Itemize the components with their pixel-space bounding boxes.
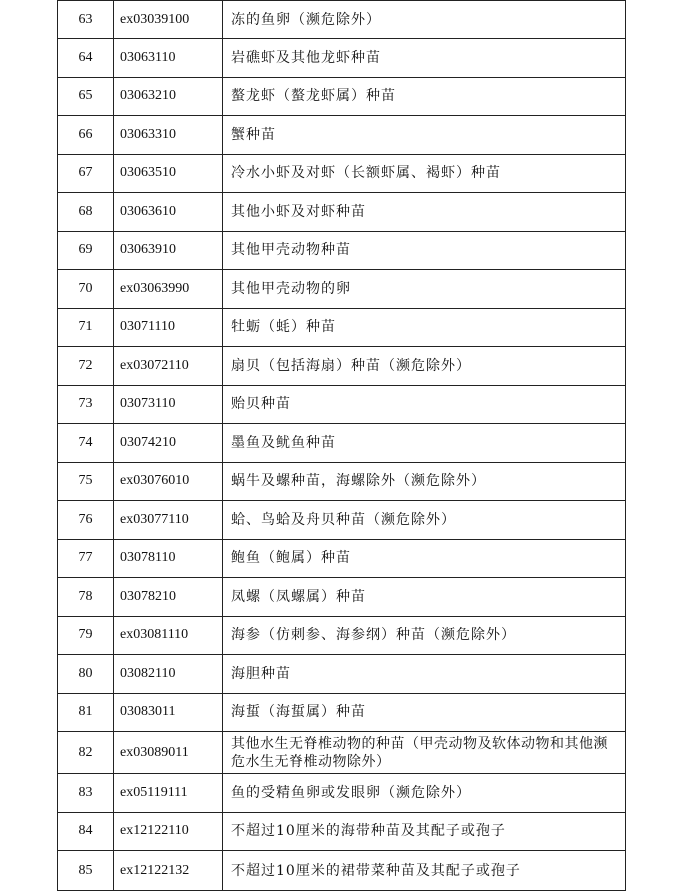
item-name-cell: 其他甲壳动物的卵	[223, 270, 626, 309]
table-row	[58, 1, 626, 39]
hs-code-cell: 03063610	[114, 193, 223, 232]
item-name-cell: 鱼的受精鱼卵或发眼卵（濒危除外）	[223, 774, 626, 813]
hs-code-cell: ex03072110	[114, 347, 223, 386]
row-number-cell: 84	[58, 812, 114, 851]
table-row	[58, 193, 626, 232]
item-name-cell: 蛤、鸟蛤及舟贝种苗（濒危除外）	[223, 501, 626, 540]
row-number-cell: 79	[58, 616, 114, 655]
row-number-cell: 78	[58, 578, 114, 617]
table-row	[58, 539, 626, 578]
item-name-cell: 蟹种苗	[223, 116, 626, 155]
item-name-cell: 冻的鱼卵（濒危除外）	[223, 1, 626, 39]
table-row	[58, 154, 626, 193]
row-number-cell: 65	[58, 77, 114, 116]
row-number-cell: 63	[58, 1, 114, 39]
item-name-cell: 螯龙虾（螯龙虾属）种苗	[223, 77, 626, 116]
table-row	[58, 732, 626, 774]
hs-code-cell: 03063210	[114, 77, 223, 116]
item-name-cell: 鲍鱼（鲍属）种苗	[223, 539, 626, 578]
item-name-cell: 不超过10厘米的裙带菜种苗及其配子或孢子	[223, 851, 626, 891]
row-number-cell: 69	[58, 231, 114, 270]
table-row	[58, 462, 626, 501]
item-name-cell: 海蜇（海蜇属）种苗	[223, 693, 626, 732]
table-row	[58, 308, 626, 347]
table-row	[58, 578, 626, 617]
table-body	[58, 1, 626, 891]
hs-code-cell: ex12122132	[114, 851, 223, 891]
item-name-cell: 扇贝（包括海扇）种苗（濒危除外）	[223, 347, 626, 386]
hs-code-cell: ex03076010	[114, 462, 223, 501]
item-name-cell: 其他水生无脊椎动物的种苗（甲壳动物及软体动物和其他濒危水生无脊椎动物除外）	[223, 732, 626, 774]
hs-code-cell: ex12122110	[114, 812, 223, 851]
tariff-item-table	[57, 0, 626, 891]
hs-code-cell: 03063510	[114, 154, 223, 193]
hs-code-cell: ex03063990	[114, 270, 223, 309]
hs-code-cell: 03073110	[114, 385, 223, 424]
hs-code-cell: 03071110	[114, 308, 223, 347]
row-number-cell: 73	[58, 385, 114, 424]
table-row	[58, 851, 626, 891]
item-name-cell: 其他小虾及对虾种苗	[223, 193, 626, 232]
item-name-cell: 不超过10厘米的海带种苗及其配子或孢子	[223, 812, 626, 851]
item-name-cell: 牡蛎（蚝）种苗	[223, 308, 626, 347]
table-row	[58, 385, 626, 424]
hs-code-cell: 03078210	[114, 578, 223, 617]
hs-code-cell: 03063910	[114, 231, 223, 270]
item-name-cell: 岩礁虾及其他龙虾种苗	[223, 39, 626, 78]
hs-code-cell: 03078110	[114, 539, 223, 578]
table-row	[58, 270, 626, 309]
item-name-cell: 海参（仿刺参、海参纲）种苗（濒危除外）	[223, 616, 626, 655]
item-name-cell: 贻贝种苗	[223, 385, 626, 424]
row-number-cell: 81	[58, 693, 114, 732]
row-number-cell: 68	[58, 193, 114, 232]
row-number-cell: 82	[58, 732, 114, 774]
hs-code-cell: ex03081110	[114, 616, 223, 655]
row-number-cell: 67	[58, 154, 114, 193]
hs-code-cell: ex03077110	[114, 501, 223, 540]
row-number-cell: 71	[58, 308, 114, 347]
hs-code-cell: ex03089011	[114, 732, 223, 774]
hs-code-cell: 03082110	[114, 655, 223, 694]
table-row	[58, 77, 626, 116]
hs-code-cell: ex05119111	[114, 774, 223, 813]
table-row	[58, 424, 626, 463]
table-row	[58, 812, 626, 851]
table-row	[58, 116, 626, 155]
hs-code-cell: ex03039100	[114, 1, 223, 39]
row-number-cell: 75	[58, 462, 114, 501]
item-name-cell: 冷水小虾及对虾（长额虾属、褐虾）种苗	[223, 154, 626, 193]
item-name-cell: 凤螺（凤螺属）种苗	[223, 578, 626, 617]
hs-code-cell: 03074210	[114, 424, 223, 463]
item-name-cell: 海胆种苗	[223, 655, 626, 694]
item-name-cell: 其他甲壳动物种苗	[223, 231, 626, 270]
hs-code-cell: 03083011	[114, 693, 223, 732]
row-number-cell: 64	[58, 39, 114, 78]
table-row	[58, 655, 626, 694]
table-row	[58, 616, 626, 655]
row-number-cell: 74	[58, 424, 114, 463]
table-row	[58, 774, 626, 813]
row-number-cell: 70	[58, 270, 114, 309]
row-number-cell: 76	[58, 501, 114, 540]
item-name-cell: 墨鱼及鱿鱼种苗	[223, 424, 626, 463]
table-row	[58, 693, 626, 732]
table-row	[58, 501, 626, 540]
hs-code-cell: 03063310	[114, 116, 223, 155]
row-number-cell: 85	[58, 851, 114, 891]
hs-code-cell: 03063110	[114, 39, 223, 78]
table-row	[58, 231, 626, 270]
table-row	[58, 347, 626, 386]
row-number-cell: 66	[58, 116, 114, 155]
row-number-cell: 80	[58, 655, 114, 694]
item-name-cell: 蜗牛及螺种苗，海螺除外（濒危除外）	[223, 462, 626, 501]
table-row	[58, 39, 626, 78]
row-number-cell: 77	[58, 539, 114, 578]
row-number-cell: 72	[58, 347, 114, 386]
row-number-cell: 83	[58, 774, 114, 813]
